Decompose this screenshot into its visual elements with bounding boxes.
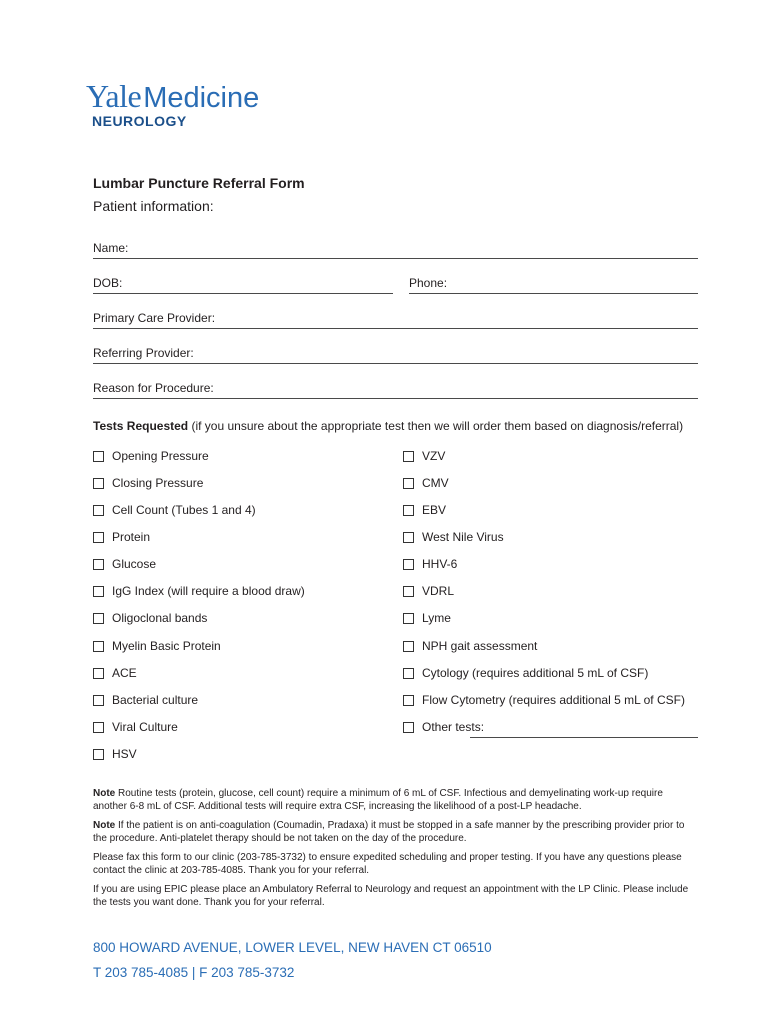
- phone-field[interactable]: [409, 273, 698, 294]
- checkbox-protein[interactable]: Protein: [93, 527, 150, 547]
- checkbox-icon[interactable]: [403, 722, 414, 733]
- footer-phones: T 203 785-4085 | F 203 785-3732: [93, 965, 295, 980]
- checkbox-icon[interactable]: [403, 505, 414, 516]
- checkbox-cell-count[interactable]: Cell Count (Tubes 1 and 4): [93, 500, 256, 520]
- checkbox-icon[interactable]: [403, 641, 414, 652]
- note-epic-instructions: If you are using EPIC please place an Ambulatory Referral to Neurology and request an appointment with the LP Clinic. Please include the tests you want done. Thank you for your referral.: [93, 884, 689, 908]
- note-fax-instructions: Please fax this form to our clinic (203-785-3732) to ensure expedited scheduling and proper testing. If you have any questions please contact the clinic at 203-785-4085. Thank you for your referral.: [93, 852, 682, 876]
- logo-medicine-text: Medicine: [143, 82, 260, 114]
- dob-field[interactable]: [93, 273, 393, 294]
- name-label: Name:: [93, 241, 129, 255]
- reason-for-procedure-field[interactable]: [93, 378, 698, 399]
- checkbox-icon[interactable]: [93, 505, 104, 516]
- checkbox-cmv[interactable]: CMV: [403, 473, 449, 493]
- referring-label: Referring Provider:: [93, 346, 194, 360]
- checkbox-icon[interactable]: [93, 532, 104, 543]
- logo-yale-text: Yale: [86, 78, 142, 114]
- referring-provider-field[interactable]: [93, 343, 698, 364]
- checkbox-cytology[interactable]: Cytology (requires additional 5 mL of CSF): [403, 663, 648, 683]
- checkbox-other-tests[interactable]: Other tests:: [403, 717, 484, 737]
- name-field[interactable]: [93, 238, 698, 259]
- footer-address: 800 HOWARD AVENUE, LOWER LEVEL, NEW HAVEN CT 06510: [93, 940, 492, 955]
- note-csf-volume: Note Routine tests (protein, glucose, cell count) require a minimum of 6 mL of CSF. Infectious and demyelinating work-up require another 6-8 mL of CSF. Additional tests will require extra CSF, increasing the likelihood of a post-LP headache.: [93, 788, 663, 812]
- checkbox-hhv-6[interactable]: HHV-6: [403, 554, 457, 574]
- checkbox-opening-pressure[interactable]: Opening Pressure: [93, 446, 209, 466]
- checkbox-icon[interactable]: [403, 559, 414, 570]
- checkbox-oligoclonal-bands[interactable]: Oligoclonal bands: [93, 608, 207, 628]
- checkbox-icon[interactable]: [93, 668, 104, 679]
- checkbox-icon[interactable]: [403, 668, 414, 679]
- checkbox-icon[interactable]: [93, 749, 104, 760]
- checkbox-vdrl[interactable]: VDRL: [403, 581, 454, 601]
- checkbox-icon[interactable]: [93, 613, 104, 624]
- dob-label: DOB:: [93, 276, 123, 290]
- note-anticoagulation: Note If the patient is on anti-coagulation (Coumadin, Pradaxa) it must be stopped in a safe manner by the prescribing provider prior to the procedure. Anti-platelet therapy should be not taken on the day of the procedure.: [93, 820, 685, 844]
- checkbox-icon[interactable]: [403, 478, 414, 489]
- form-title: Lumbar Puncture Referral Form: [93, 175, 305, 191]
- pcp-label: Primary Care Provider:: [93, 311, 216, 325]
- checkbox-icon[interactable]: [93, 695, 104, 706]
- checkbox-nph-gait-assessment[interactable]: NPH gait assessment: [403, 636, 537, 656]
- checkbox-icon[interactable]: [403, 613, 414, 624]
- phone-label: Phone:: [409, 276, 448, 290]
- checkbox-icon[interactable]: [403, 695, 414, 706]
- checkbox-icon[interactable]: [403, 451, 414, 462]
- form-subtitle: Patient information:: [93, 198, 214, 214]
- checkbox-bacterial-culture[interactable]: Bacterial culture: [93, 690, 198, 710]
- tests-heading-rest: (if you unsure about the appropriate test then we will order them based on diagnosis/referral): [188, 419, 684, 433]
- checkbox-icon[interactable]: [93, 722, 104, 733]
- checkbox-west-nile-virus[interactable]: West Nile Virus: [403, 527, 504, 547]
- checkbox-vzv[interactable]: VZV: [403, 446, 445, 466]
- checkbox-closing-pressure[interactable]: Closing Pressure: [93, 473, 203, 493]
- reason-label: Reason for Procedure:: [93, 381, 214, 395]
- checkbox-ace[interactable]: ACE: [93, 663, 137, 683]
- primary-care-provider-field[interactable]: [93, 308, 698, 329]
- checkbox-viral-culture[interactable]: Viral Culture: [93, 717, 178, 737]
- checkbox-flow-cytometry[interactable]: Flow Cytometry (requires additional 5 mL of CSF): [403, 690, 685, 710]
- yale-medicine-logo: [86, 78, 259, 115]
- checkbox-igg-index[interactable]: IgG Index (will require a blood draw): [93, 581, 305, 601]
- tests-requested-heading: [93, 419, 683, 433]
- checkbox-icon[interactable]: [93, 559, 104, 570]
- checkbox-glucose[interactable]: Glucose: [93, 554, 156, 574]
- checkbox-icon[interactable]: [93, 586, 104, 597]
- checkbox-icon[interactable]: [93, 641, 104, 652]
- checkbox-myelin-basic-protein[interactable]: Myelin Basic Protein: [93, 636, 221, 656]
- checkbox-icon[interactable]: [93, 451, 104, 462]
- checkbox-icon[interactable]: [93, 478, 104, 489]
- checkbox-icon[interactable]: [403, 532, 414, 543]
- checkbox-ebv[interactable]: EBV: [403, 500, 446, 520]
- checkbox-lyme[interactable]: Lyme: [403, 608, 451, 628]
- other-tests-input[interactable]: [470, 737, 698, 738]
- checkbox-icon[interactable]: [403, 586, 414, 597]
- department-label: NEUROLOGY: [92, 113, 187, 129]
- checkbox-hsv[interactable]: HSV: [93, 744, 137, 764]
- tests-heading-bold: Tests Requested: [93, 419, 189, 433]
